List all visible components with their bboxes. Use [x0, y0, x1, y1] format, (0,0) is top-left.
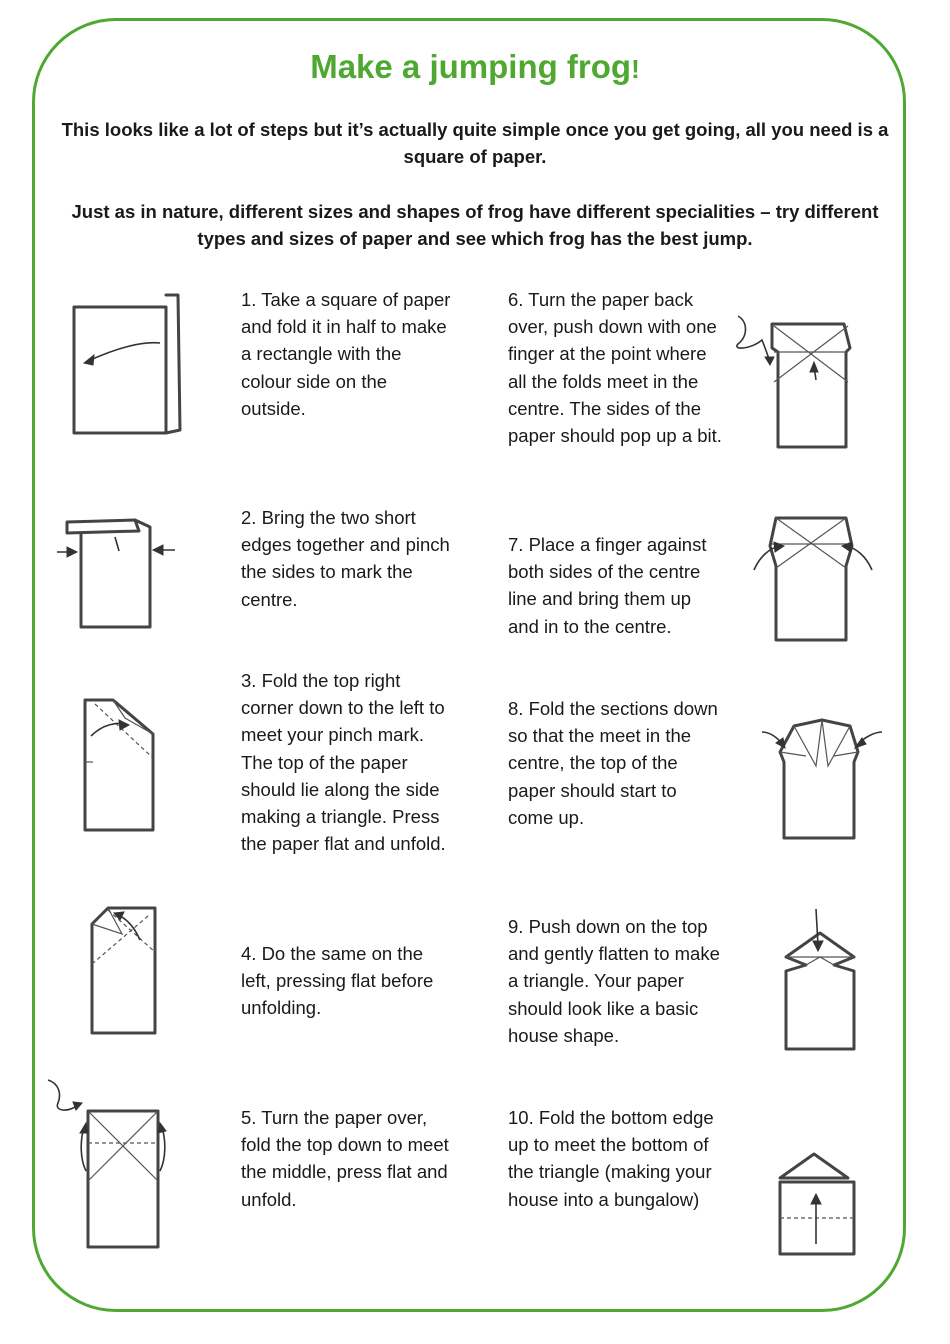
step-6-illustration	[728, 312, 868, 457]
step-1-text: 1. Take a square of paper and fold it in half to make a rectangle with the colour side on the outside.	[241, 289, 451, 419]
step-6-text: 6. Turn the paper back over, push down with one finger at the point where all the folds meet in the centre. The sides of the paper should pop up a bit.	[508, 289, 722, 447]
step-7-illustration	[750, 510, 880, 650]
step-7-text: 7. Place a finger against both sides of the centre line and bring them up and in to the centre.	[508, 534, 707, 637]
step-3-illustration	[65, 690, 175, 840]
step-10-text: 10. Fold the bottom edge up to meet the bottom of the triangle (making your house into a bungalow)	[508, 1107, 714, 1210]
step-1-illustration	[60, 285, 195, 445]
step-9-text: 9. Push down on the top and gently flatten to make a triangle. Your paper should look like a basic house shape.	[508, 916, 720, 1046]
step-5-illustration	[40, 1075, 190, 1255]
step-8-text: 8. Fold the sections down so that the meet in the centre, the top of the paper should start to come up.	[508, 698, 718, 828]
step-9-illustration	[770, 905, 870, 1055]
page-title: Make a jumping frog!	[310, 48, 640, 85]
intro-paragraph-1: This looks like a lot of steps but it’s actually quite simple once you get going, all you need is a square of paper.	[61, 119, 889, 167]
step-2-text: 2. Bring the two short edges together and pinch the sides to mark the centre.	[241, 507, 450, 610]
step-5-text: 5. Turn the paper over, fold the top down to meet the middle, press flat and unfold.	[241, 1107, 449, 1210]
step-3-text: 3. Fold the top right corner down to the left to meet your pinch mark. The top of the paper should lie along the side making a triangle. Press the paper flat and unfold.	[241, 670, 446, 855]
step-2-illustration	[55, 515, 185, 635]
step-4-text: 4. Do the same on the left, pressing flat before unfolding.	[241, 943, 434, 1019]
step-10-illustration	[768, 1148, 868, 1263]
intro-paragraph-2: Just as in nature, different sizes and shapes of frog have different specialities – try different types and sizes of paper and see which frog has the best jump.	[71, 201, 879, 249]
step-8-illustration	[758, 710, 888, 845]
step-4-illustration	[78, 900, 168, 1040]
